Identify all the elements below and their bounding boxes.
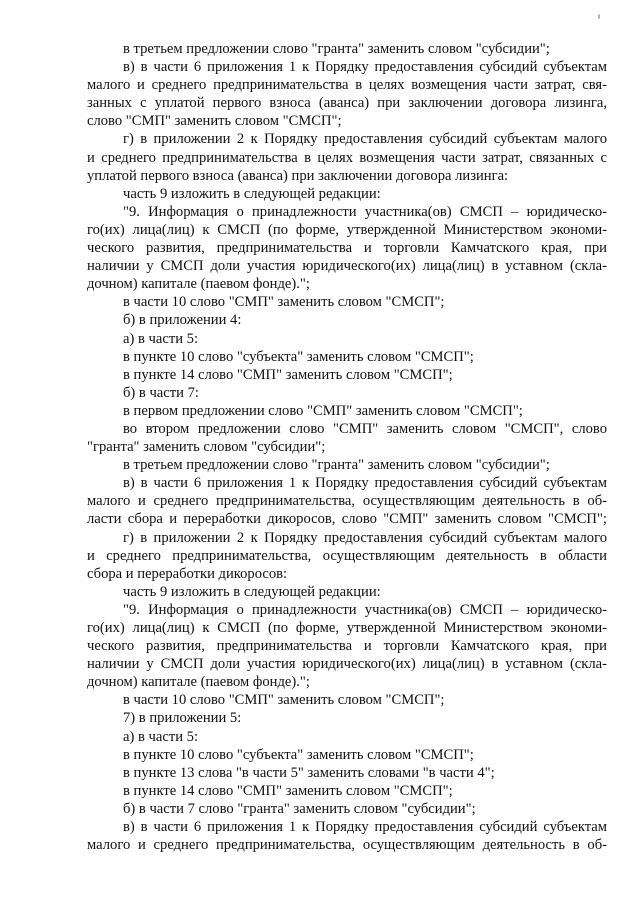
document-line: г) в приложении 2 к Порядку предоставления субсидий субъектам малого xyxy=(123,131,607,148)
document-line: в части 10 слово "СМП" заменить словом "СМСП"; xyxy=(123,294,445,311)
document-line: во втором предложении слово "СМП" заменить словом "СМСП", слово xyxy=(123,420,607,437)
document-line: и среднего предпринимательства, осуществляющим деятельность в области xyxy=(87,547,607,564)
document-line: ческого развития, предпринимательства и торговли Камчатского края, при xyxy=(87,240,607,257)
document-line: а) в части 5: xyxy=(123,330,199,347)
document-line: б) в части 7 слово "гранта" заменить словом "субсидии"; xyxy=(123,800,476,817)
document-line: в части 10 слово "СМП" заменить словом "СМСП"; xyxy=(123,692,445,709)
document-line: б) в части 7: xyxy=(123,384,199,401)
document-line: часть 9 изложить в следующей редакции: xyxy=(123,583,381,600)
document-line: в пункте 10 слово "субъекта" заменить словом "СМСП"; xyxy=(123,348,474,365)
document-line: наличии у СМСП доли участия юридического(их) лица(лиц) в уставном (скла- xyxy=(87,656,607,673)
document-line: уплатой первого взноса (аванса) при заключении договора лизинга: xyxy=(87,167,509,184)
document-line: го(их) лица(лиц) к СМСП (по форме, утвержденной Министерством экономи- xyxy=(87,221,607,238)
document-line: и среднего предпринимательства в целях возмещения части затрат, связанных с xyxy=(87,149,607,166)
document-line: а) в части 5: xyxy=(123,728,199,745)
document-line: "9. Информация о принадлежности участника(ов) СМСП – юридическо- xyxy=(123,203,607,220)
document-line: г) в приложении 2 к Порядку предоставления субсидий субъектам малого xyxy=(123,529,607,546)
document-line: 7) в приложении 5: xyxy=(123,710,242,727)
document-line: в пункте 14 слово "СМП" заменить словом "СМСП"; xyxy=(123,366,453,383)
document-line: в) в части 6 приложения 1 к Порядку предоставления субсидий субъектам xyxy=(123,475,607,492)
document-line: занных с уплатой первого взноса (аванса) при заключении договора лизинга, xyxy=(87,95,607,112)
document-line: го(их) лица(лиц) к СМСП (по форме, утвержденной Министерством экономи- xyxy=(87,620,607,636)
document-line: наличии у СМСП доли участия юридического(их) лица(лиц) в уставном (скла- xyxy=(87,258,607,275)
document-line: часть 9 изложить в следующей редакции: xyxy=(123,185,381,202)
document-line: дочном) капитале (паевом фонде)."; xyxy=(87,276,310,293)
document-line: "9. Информация о принадлежности участника(ов) СМСП – юридическо- xyxy=(123,601,607,618)
document-line: слово "СМП" заменить словом "СМСП"; xyxy=(87,113,342,130)
document-line: в пункте 14 слово "СМП" заменить словом "СМСП"; xyxy=(123,782,453,799)
document-line: в) в части 6 приложения 1 к Порядку предоставления субсидий субъектам xyxy=(123,59,607,76)
document-line: сбора и переработки дикоросов: xyxy=(87,565,288,582)
document-body xyxy=(87,40,607,854)
document-line: в пункте 10 слово "субъекта" заменить словом "СМСП"; xyxy=(123,746,474,763)
document-line: в пункте 13 слова "в части 5" заменить словами "в части 4"; xyxy=(123,764,495,781)
document-line: б) в приложении 4: xyxy=(123,312,242,329)
document-line: в третьем предложении слово "гранта" заменить словом "субсидии"; xyxy=(123,41,550,57)
document-line: малого и среднего предпринимательства в целях возмещения части затрат, свя- xyxy=(87,77,607,94)
document-line: в) в части 6 приложения 1 к Порядку предоставления субсидий субъектам xyxy=(123,819,607,836)
document-line: малого и среднего предпринимательства, осуществляющим деятельность в об- xyxy=(87,493,607,510)
scan-mark xyxy=(598,14,600,19)
document-line: в третьем предложении слово "гранта" заменить словом "субсидии"; xyxy=(123,457,550,474)
document-line: в первом предложении слово "СМП" заменить словом "СМСП"; xyxy=(123,402,523,419)
document-line: дочном) капитале (паевом фонде)."; xyxy=(87,674,310,691)
document-line: ческого развития, предпринимательства и торговли Камчатского края, при xyxy=(87,638,607,655)
document-line: малого и среднего предпринимательства, осуществляющим деятельность в об- xyxy=(87,837,607,854)
document-line: "гранта" заменить словом "субсидии"; xyxy=(87,439,326,456)
document-line: ласти сбора и переработки дикоросов, слово "СМП" заменить словом "СМСП"; xyxy=(87,511,607,528)
